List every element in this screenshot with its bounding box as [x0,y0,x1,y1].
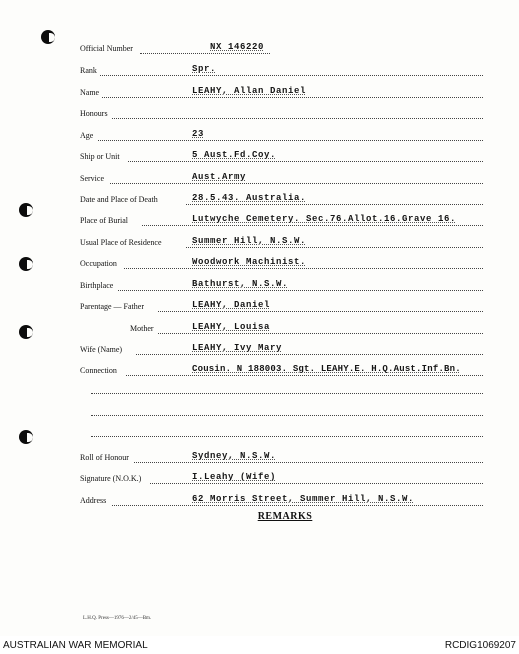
remarks-heading: REMARKS [257,511,313,522]
field-label: Connection [80,366,117,375]
field-value: 28.5.43. Australia. [192,193,307,203]
field-label: Address [80,496,107,505]
field-official-number [0,42,519,56]
field-value: NX 146220 [210,42,265,52]
field-mother [0,322,519,336]
archive-footer [0,636,519,654]
field-honours [0,107,519,121]
field-value: LEAHY, Allan Daniel [192,86,307,96]
field-value: Cousin. N 188003. Sgt. LEAHY.E. H.Q.Aust.Inf.Bn. [192,364,461,374]
field-father [0,300,519,314]
field-address [0,494,519,508]
blank-line [91,436,483,437]
field-rank [0,64,519,78]
field-place-of-burial [0,214,519,228]
field-label: Honours [80,109,108,118]
field-label: Age [80,131,94,140]
field-service [0,172,519,186]
field-value: Woodwork Machinist. [192,257,307,267]
field-value: 5 Aust.Fd.Coy. [192,150,277,160]
field-value: Lutwyche Cemetery. Sec.76.Allot.16.Grave 16. [192,214,457,224]
field-roll-of-honour [0,451,519,465]
field-label: Rank [80,66,97,75]
blank-line [91,393,483,394]
field-signature [0,472,519,486]
field-label: Service [80,174,104,183]
field-label: Mother [130,324,154,333]
field-label: Birthplace [80,281,114,290]
field-value: LEAHY, Ivy Mary [192,343,283,353]
field-value: Bathurst, N.S.W. [192,279,289,289]
field-label: Place of Burial [80,216,128,225]
printer-imprint: L.H.Q. Press—1976—2/45—Bm. [83,616,152,621]
field-wife [0,343,519,357]
field-label: Occupation [80,259,117,268]
field-label: Signature (N.O.K.) [80,474,142,483]
field-birthplace [0,279,519,293]
field-ship-or-unit [0,150,519,164]
field-value: Spr. [192,64,217,74]
footer-record-id: RCDIG1069207 [444,640,516,651]
field-value: Aust.Army [192,172,247,182]
field-label: Wife (Name) [80,345,123,354]
field-value: I.Leahy (Wife) [192,472,277,482]
field-label: Usual Place of Residence [80,238,162,247]
field-label: Roll of Honour [80,453,129,462]
field-label: Date and Place of Death [80,195,158,204]
footer-institution: AUSTRALIAN WAR MEMORIAL [3,640,148,651]
field-occupation [0,257,519,271]
field-value: 62 Morris Street, Summer Hill, N.S.W. [192,494,415,504]
field-name [0,86,519,100]
field-value: LEAHY, Daniel [192,300,271,310]
field-value: Sydney, N.S.W. [192,451,277,461]
field-date-place-death [0,193,519,207]
field-label: Official Number [80,44,133,53]
field-value: 23 [192,129,205,139]
field-usual-residence [0,236,519,250]
field-value: LEAHY, Louisa [192,322,271,332]
blank-line [91,415,483,416]
field-label: Ship or Unit [80,152,120,161]
field-age [0,129,519,143]
field-label: Name [80,88,100,97]
punch-hole-icon [19,430,33,444]
field-connection [0,364,519,378]
field-label: Parentage — Father [80,302,144,311]
field-value: Summer Hill, N.S.W. [192,236,307,246]
